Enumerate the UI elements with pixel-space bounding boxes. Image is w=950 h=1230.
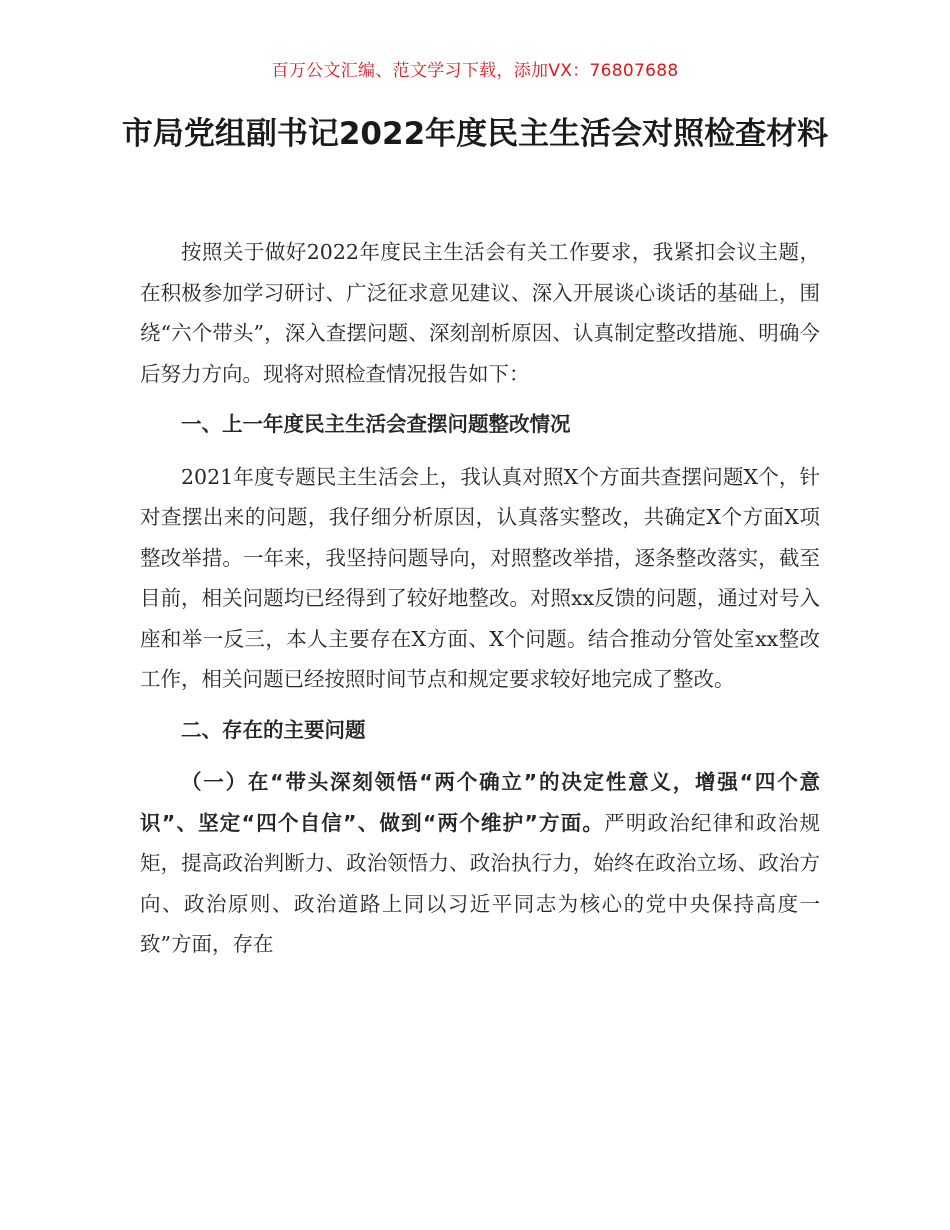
subsection-1-paragraph bbox=[140, 762, 820, 965]
document-title: 市局党组副书记2022年度民主生活会对照检查材料 bbox=[121, 116, 829, 152]
document-body bbox=[140, 232, 820, 965]
header-note: 百万公文汇编、范文学习下载，添加VX：76807688 bbox=[271, 61, 679, 81]
section-heading-1: 一、上一年度民主生活会查摆问题整改情况 bbox=[181, 412, 571, 436]
section-1-paragraph: 2021年度专题民主生活会上，我认真对照X个方面共查摆问题X个，针对查摆出来的问题，我仔细分析原因，认真落实整改，共确定X个方面X项整改举措。一年来，我坚持问题导向，对照整改举措，逐条整改落实，截至目前，相关问题均已经得到了较好地整改。对照xx反馈的问题，通过对号入座和举一反三，本人主要存在X方面、X个问题。结合推动分管处室xx整改工作，相关问题已经按照时间节点和规定要求较好地完成了整改。 bbox=[140, 464, 820, 691]
intro-paragraph: 按照关于做好2022年度民主生活会有关工作要求，我紧扣会议主题，在积极参加学习研讨、广泛征求意见建议、深入开展谈心谈话的基础上，围绕“六个带头”，深入查摆问题、深刻剖析原因、认真制定整改措施、明确今后努力方向。现将对照检查情况报告如下： bbox=[140, 240, 820, 386]
section-heading-2: 二、存在的主要问题 bbox=[181, 717, 366, 742]
subsection-1-body: 严明政治纪律和政治规矩，提高政治判断力、政治领悟力、政治执行力，始终在政治立场、政治方向、政治原则、政治道路上同以习近平同志为核心的党中央保持高度一致”方面，存在 bbox=[140, 810, 821, 956]
subsection-1-lead: （一）在“带头深刻领悟“两个确立”的决定性意义，增强“四个意识”、坚定“四个自信”、做到“两个维护”方面。 bbox=[140, 770, 820, 835]
